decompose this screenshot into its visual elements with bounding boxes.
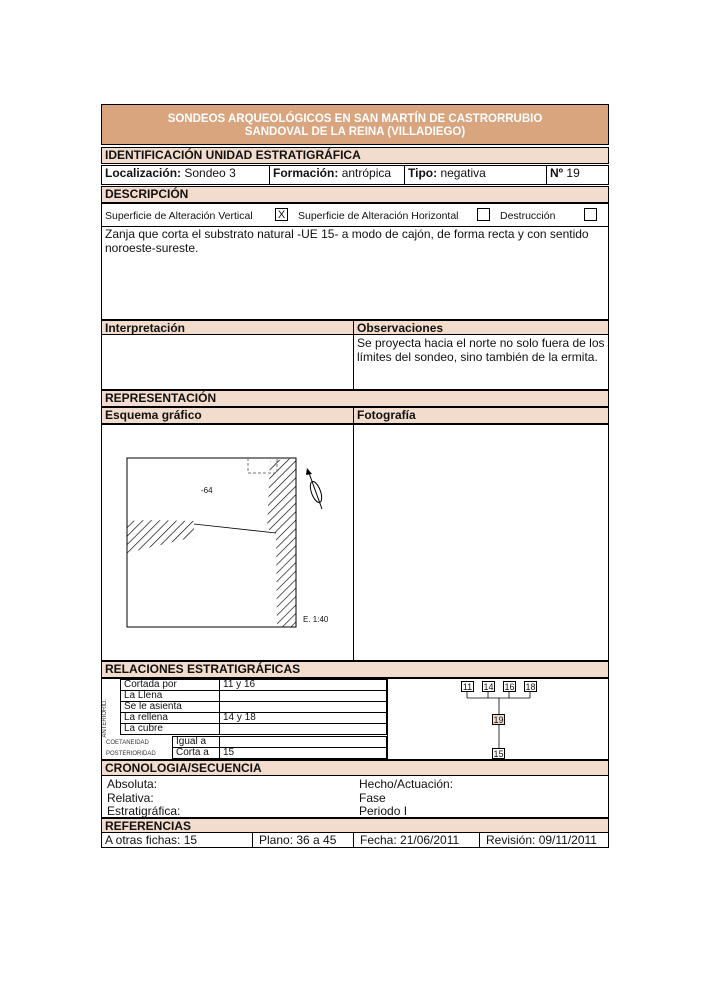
fotografia-box (353, 424, 609, 661)
observaciones-line-2: límites del sondeo, sino también de la ermita. (357, 350, 598, 364)
observaciones-heading: Observaciones (353, 320, 609, 335)
anterioridad-label: ANTERIORID. (102, 699, 108, 738)
cronologia-box (101, 775, 609, 818)
harris-node-15: 15 (493, 749, 504, 759)
north-arrow-icon (306, 468, 324, 509)
descripcion-line-1: Zanja que corta el substrato natural -UE 15- a modo de cajón, de forma recta y con sentido (105, 227, 589, 241)
localizacion-value: Sondeo 3 (184, 166, 236, 180)
esquema-box (101, 424, 354, 661)
ref-fecha: Fecha: 21/06/2011 (353, 832, 480, 848)
sheet-title (101, 104, 609, 145)
cronologia-heading: CRONOLOGIA/SECUENCIA (101, 760, 609, 776)
rel-label-igual: Igual a (172, 736, 220, 748)
localizacion-cell (101, 165, 270, 185)
formacion-label: Formación: (273, 166, 339, 180)
localizacion-label: Localización: (105, 166, 182, 180)
coetaneidad-label: COETANEIDAD (106, 740, 149, 746)
relaciones-box (101, 678, 609, 760)
cut-hatch-right (267, 458, 296, 627)
rel-label-llena: La Llena (120, 690, 220, 702)
tipo-cell (404, 165, 547, 185)
descripcion-text-box (101, 226, 609, 320)
opt-vertical-checkbox[interactable]: X (275, 208, 288, 221)
fotografia-heading: Fotografía (353, 407, 609, 424)
scale-label: E. 1:40 (303, 615, 329, 624)
tipo-label: Tipo: (408, 166, 438, 180)
fase-label: Fase (359, 791, 386, 805)
ref-revision: Revisión: 09/11/2011 (479, 832, 609, 848)
elevation-label: -64 (201, 486, 213, 495)
periodo-label: Periodo I (359, 804, 408, 818)
ref-fichas: A otras fichas: 15 (101, 832, 253, 848)
rel-value-rellena: 14 y 18 (219, 712, 387, 724)
descripcion-options (101, 203, 609, 227)
title-line-1: SONDEOS ARQUEOLÓGICOS EN SAN MARTÍN DE CASTRORRUBIO (167, 113, 543, 125)
rel-label-asienta: Se le asienta (120, 701, 220, 713)
hecho-label: Hecho/Actuación: (359, 777, 454, 791)
rel-label-cubre: La cubre (120, 723, 220, 735)
observaciones-line-1: Se proyecta hacia el norte no solo fuera de los (357, 336, 605, 350)
descripcion-line-2: noroeste-sureste. (105, 241, 199, 255)
esquema-drawing (102, 425, 353, 660)
harris-node-16: 16 (504, 682, 515, 692)
interpretacion-heading: Interpretación (101, 320, 354, 335)
numero-cell (546, 165, 609, 185)
opt-horizontal-checkbox[interactable] (477, 208, 490, 221)
rel-label-rellena: La rellena (120, 712, 220, 724)
ref-plano: Plano: 36 a 45 (252, 832, 354, 848)
opt-vertical-label: Superficie de Alteración Vertical (105, 210, 253, 222)
formacion-cell (269, 165, 405, 185)
harris-matrix (387, 679, 609, 759)
harris-node-18: 18 (525, 682, 536, 692)
cut-edge-line (194, 524, 276, 533)
relaciones-heading: RELACIONES ESTRATIGRÁFICAS (101, 661, 609, 678)
opt-destruccion-label: Destrucción (500, 210, 556, 222)
representacion-heading: REPRESENTACIÓN (101, 390, 609, 407)
rel-value-cortada: 11 y 16 (219, 679, 387, 691)
formacion-value: antrópica (341, 166, 392, 180)
referencias-heading: REFERENCIAS (101, 818, 609, 833)
esquema-heading: Esquema gráfico (101, 407, 354, 424)
observaciones-box (353, 334, 609, 390)
tipo-value: negativa (440, 166, 486, 180)
rel-value-cubre (219, 723, 387, 735)
opt-horizontal-label: Superficie de Alteración Horizontal (298, 210, 459, 222)
harris-node-19: 19 (493, 715, 504, 725)
descripcion-heading: DESCRIPCIÓN (101, 186, 609, 203)
rel-value-corta: 15 (219, 747, 387, 759)
cut-hatch-left (127, 520, 194, 553)
harris-node-11: 11 (462, 682, 473, 692)
posterioridad-label: POSTERIORIDAD (106, 751, 156, 757)
title-line-2: SANDOVAL DE LA REINA (VILLADIEGO) (244, 126, 466, 138)
harris-node-14: 14 (483, 682, 494, 692)
numero-label: Nº (550, 166, 564, 180)
interpretacion-box (101, 334, 354, 390)
identificacion-heading: IDENTIFICACIÓN UNIDAD ESTRATIGRÁFICA (101, 147, 609, 164)
opt-destruccion-checkbox[interactable] (584, 208, 597, 221)
absoluta-label: Absoluta: (107, 777, 158, 791)
relativa-label: Relativa: (107, 791, 154, 805)
numero-value: 19 (566, 166, 580, 180)
estratigrafica-label: Estratigráfica: (107, 804, 181, 818)
rel-label-cortada: Cortada por (120, 679, 220, 691)
rel-label-corta: Corta a (172, 747, 220, 759)
